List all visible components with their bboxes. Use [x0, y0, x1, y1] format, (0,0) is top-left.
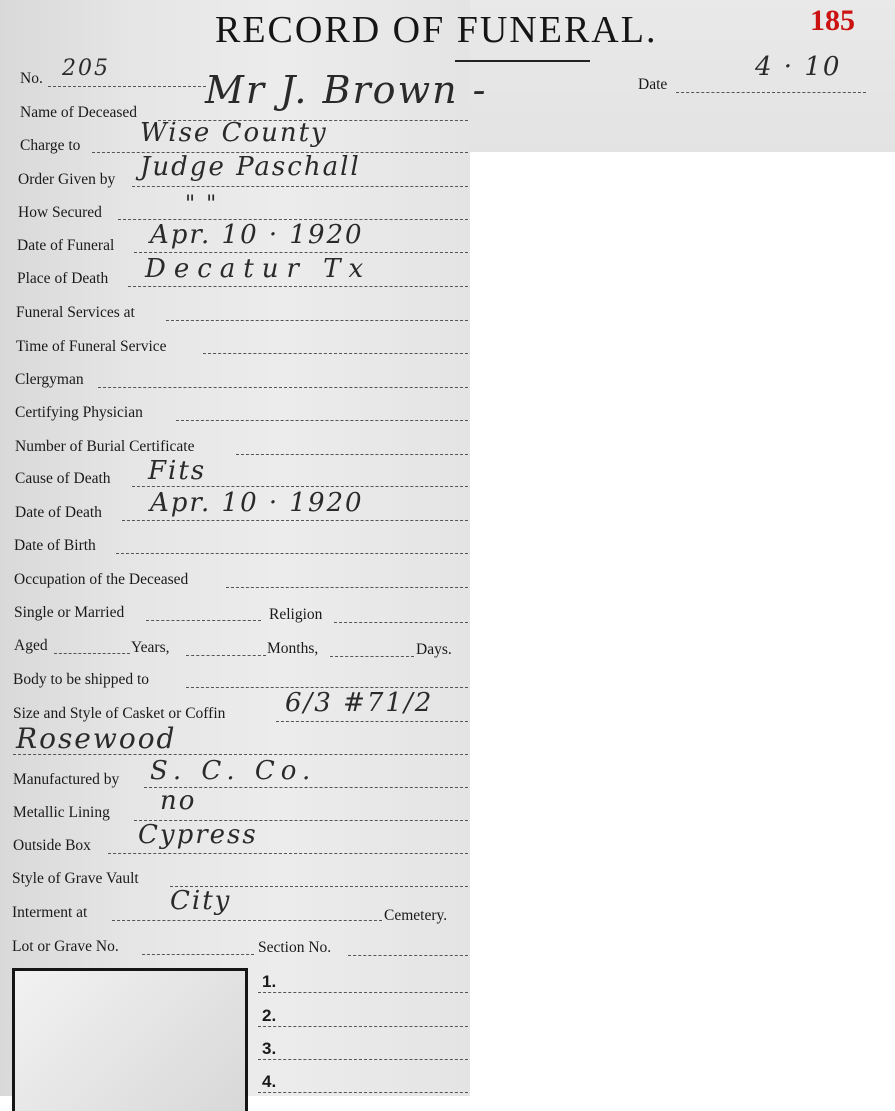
- casket-label: Size and Style of Casket or Coffin: [13, 705, 226, 722]
- name-value: Mr J. Brown -: [205, 68, 488, 112]
- lining-value: no: [160, 786, 197, 816]
- cemetery-label: Cemetery.: [384, 907, 448, 924]
- section-item-1-line: [258, 992, 468, 993]
- casket-value: 6/3 #71/2: [285, 688, 434, 718]
- certificate-label: Number of Burial Certificate: [15, 438, 195, 455]
- no-value: 205: [62, 56, 110, 81]
- no-line: [48, 86, 206, 87]
- years-label: Years,: [131, 639, 170, 656]
- date-label: Date: [638, 76, 668, 93]
- casket-line: [276, 721, 468, 722]
- manufactured-value: S. C. Co.: [150, 756, 317, 786]
- days-label: Days.: [416, 641, 452, 658]
- lot-label: Lot or Grave No.: [12, 938, 119, 955]
- order-value: Judge Paschall: [140, 152, 361, 182]
- death-date-value: Apr. 10 · 1920: [150, 488, 364, 518]
- time-line: [203, 353, 468, 354]
- aged-days-line: [330, 656, 414, 657]
- time-label: Time of Funeral Service: [16, 338, 167, 355]
- section-item-4-line: [258, 1092, 468, 1093]
- manufactured-label: Manufactured by: [13, 771, 120, 788]
- clergy-label: Clergyman: [15, 371, 84, 388]
- order-line: [132, 186, 468, 187]
- occupation-line: [226, 587, 468, 588]
- cause-line: [132, 486, 468, 487]
- photo-frame: [12, 968, 248, 1111]
- section-item-1: 1.: [262, 972, 277, 991]
- death-date-label: Date of Death: [15, 504, 102, 521]
- body-label: Body to be shipped to: [13, 671, 150, 688]
- months-label: Months,: [267, 640, 319, 657]
- section-item-4: 4.: [262, 1072, 277, 1091]
- name-label: Name of Deceased: [20, 104, 138, 121]
- single-label: Single or Married: [14, 604, 125, 621]
- casket-value-second-line: Rosewood: [16, 722, 177, 755]
- aged-years-line: [54, 653, 130, 654]
- services-label: Funeral Services at: [16, 304, 135, 321]
- interment-value: City: [170, 886, 232, 916]
- clergy-line: [98, 387, 468, 388]
- funeral-date-line: [134, 252, 468, 253]
- vault-label: Style of Grave Vault: [12, 870, 139, 887]
- interment-line: [112, 920, 382, 921]
- interment-label: Interment at: [12, 904, 88, 921]
- page-title: RECORD OF FUNERAL.: [215, 9, 658, 51]
- section-item-2-line: [258, 1026, 468, 1027]
- section-item-2: 2.: [262, 1006, 277, 1025]
- lot-line: [142, 954, 254, 955]
- physician-line: [176, 420, 468, 421]
- date-value: 4 · 10: [755, 52, 842, 82]
- box-value: Cypress: [138, 820, 258, 850]
- place-label: Place of Death: [17, 270, 109, 287]
- charge-value: Wise County: [140, 118, 328, 148]
- funeral-date-value: Apr. 10 · 1920: [150, 220, 364, 250]
- page-number: 185: [810, 4, 855, 37]
- order-label: Order Given by: [18, 171, 116, 188]
- single-line: [146, 620, 261, 621]
- death-date-line: [122, 520, 468, 521]
- certificate-line: [236, 454, 468, 455]
- how-label: How Secured: [18, 204, 102, 221]
- birth-line: [116, 553, 468, 554]
- religion-label: Religion: [269, 606, 323, 623]
- charge-label: Charge to: [20, 137, 81, 154]
- services-line: [166, 320, 468, 321]
- no-label: No.: [20, 70, 43, 87]
- place-line: [128, 286, 468, 287]
- lining-label: Metallic Lining: [13, 804, 110, 821]
- funeral-date-label: Date of Funeral: [17, 237, 115, 254]
- physician-label: Certifying Physician: [15, 404, 143, 421]
- religion-line: [334, 622, 468, 623]
- cause-label: Cause of Death: [15, 470, 111, 487]
- section-item-3: 3.: [262, 1039, 277, 1058]
- section-label: Section No.: [258, 939, 332, 956]
- occupation-label: Occupation of the Deceased: [14, 571, 189, 588]
- how-value: " ": [185, 192, 219, 217]
- box-label: Outside Box: [13, 837, 91, 854]
- casket-second-line: [13, 754, 468, 755]
- birth-label: Date of Birth: [14, 537, 96, 554]
- aged-label: Aged: [14, 637, 48, 654]
- section-item-3-line: [258, 1059, 468, 1060]
- date-line: [676, 92, 866, 93]
- aged-months-line: [186, 655, 266, 656]
- box-line: [108, 853, 468, 854]
- title-underline: [455, 60, 590, 62]
- section-line: [348, 955, 468, 956]
- place-value: Decatur Tx: [145, 254, 372, 284]
- cause-value: Fits: [148, 456, 207, 486]
